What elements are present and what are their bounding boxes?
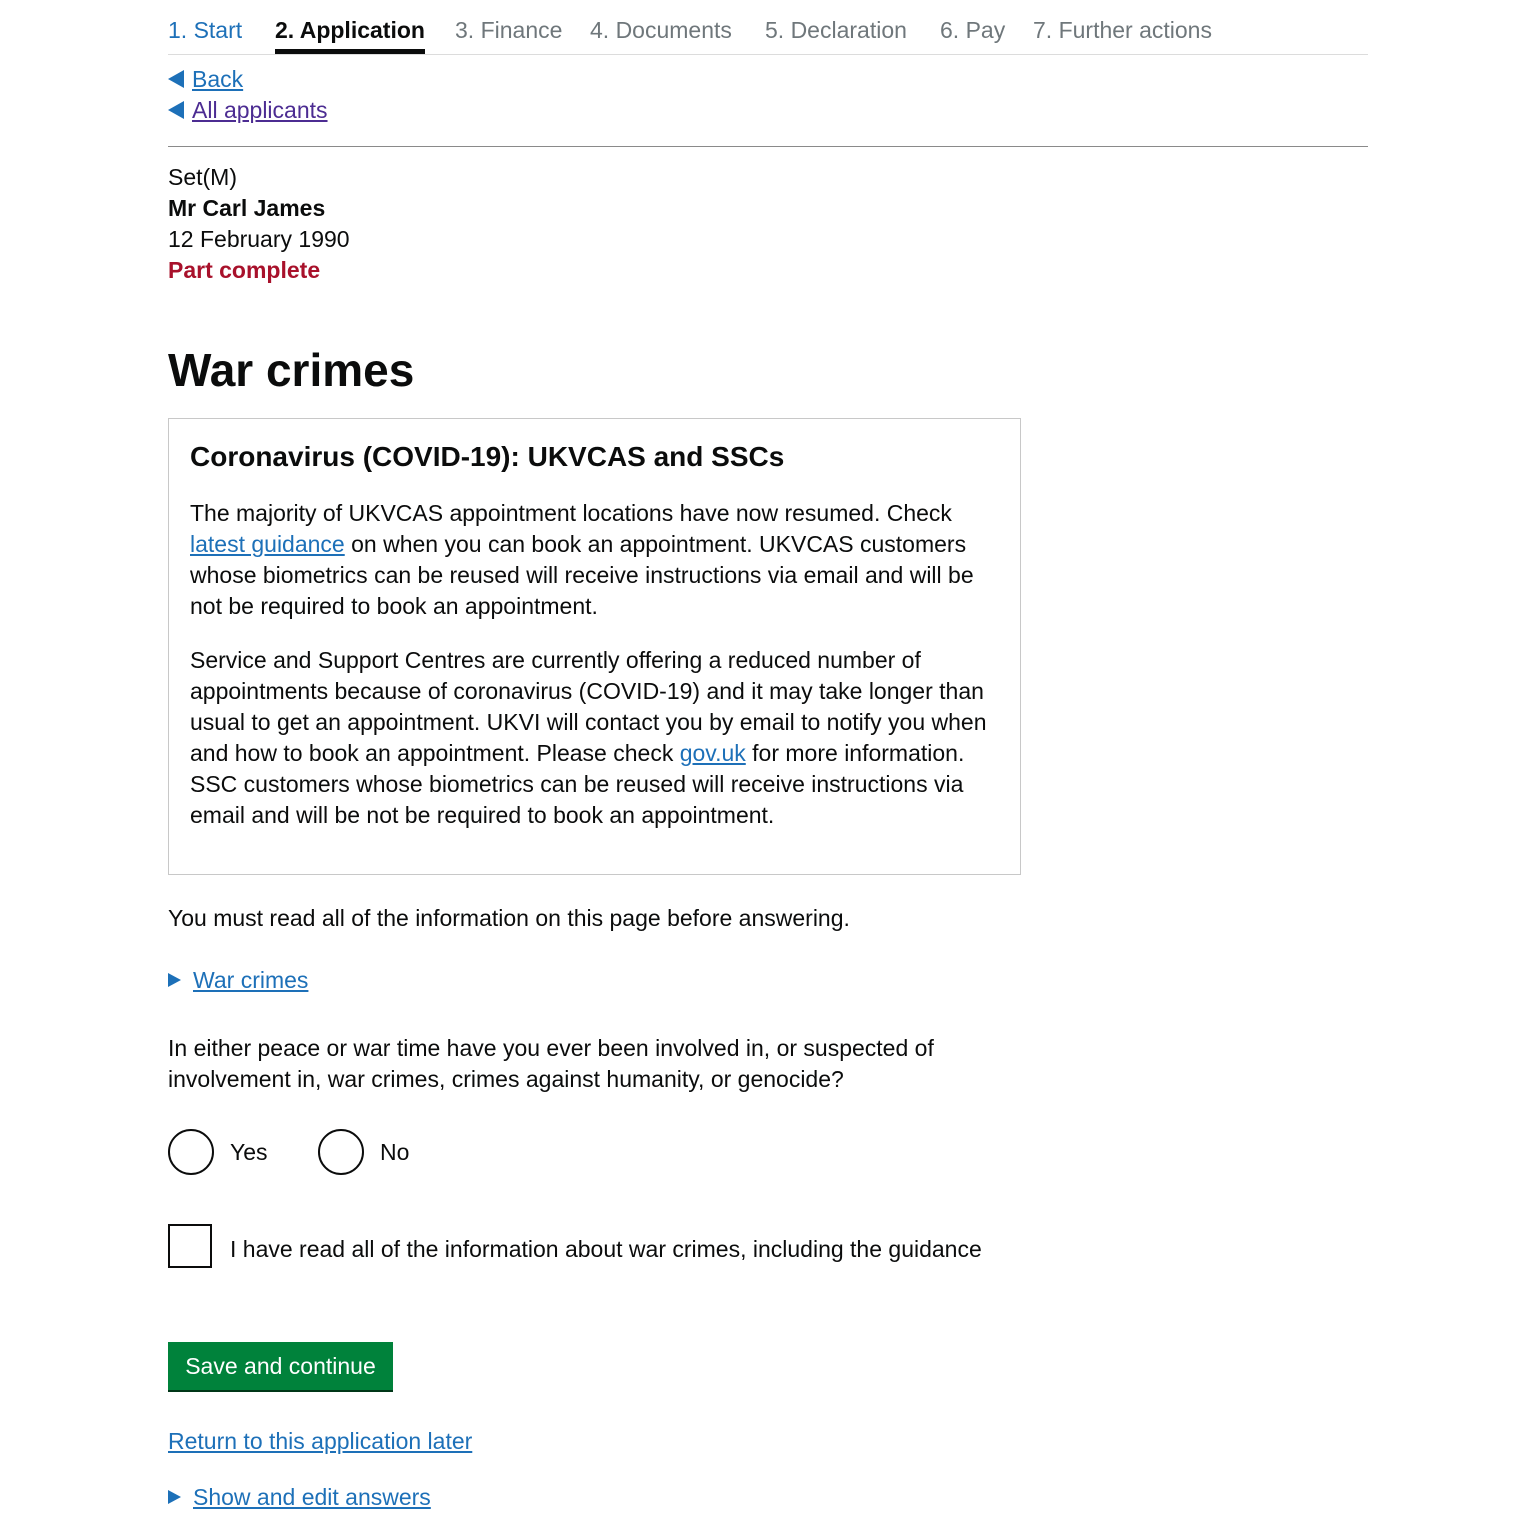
applicant-status: Part complete [168,257,321,283]
show-edit-answers-link[interactable]: Show and edit answers [193,1484,431,1510]
war-crimes-details-link[interactable]: War crimes [193,967,309,993]
step-further-actions: 7. Further actions [1033,17,1212,43]
save-and-continue-button[interactable]: Save and continue [168,1342,393,1390]
notice-title: Coronavirus (COVID-19): UKVCAS and SSCs [190,441,785,472]
radio-yes-label: Yes [230,1139,268,1165]
divider [168,146,1368,147]
back-arrow-icon [168,70,184,88]
step-documents: 4. Documents [590,17,732,43]
radio-no-label: No [380,1139,410,1165]
applicant-name: Mr Carl James [168,195,326,221]
notice-p1-text: The majority of UKVCAS appointment locations have now resumed. Check [190,500,952,526]
back-link[interactable]: Back [192,66,244,92]
all-applicants-link[interactable]: All applicants [192,97,328,123]
applicant-dob: 12 February 1990 [168,226,350,252]
read-info-text: You must read all of the information on this page before answering. [168,905,850,931]
step-application: 2. Application [275,17,425,43]
war-crimes-details[interactable] [168,965,308,996]
radio-no-circle[interactable] [318,1129,364,1175]
back-link-row [168,64,243,94]
notice-p2-text: Service and Support Centres are currently offering a reduced number of appointments because of coronavirus (COVID-19) and it may take longer than usual to get an appointment. UKVI will contact you by email to notify you when and how to book an appointment. Please check [190,647,987,766]
show-answers-details[interactable] [168,1482,431,1513]
expand-arrow-icon [168,1490,181,1504]
step-finance: 3. Finance [455,17,563,43]
notice-p2-text-end: for more information. SSC customers whose biometrics can be reused will receive instructions via email and will be not be required to book an appointment. [190,740,965,828]
back-arrow-icon [168,101,184,119]
checkbox-label: I have read all of the information about war crimes, including the guidance [230,1236,982,1262]
step-pay: 6. Pay [940,17,1006,43]
notice-paragraph-1 [190,498,990,622]
all-applicants-row [168,95,328,125]
step-declaration: 5. Declaration [765,17,907,43]
notice-paragraph-2 [190,645,990,831]
step-navigation [168,0,1368,55]
applicant-summary [168,162,350,286]
radio-yes-circle[interactable] [168,1129,214,1175]
applicant-set: Set(M) [168,164,237,190]
govuk-link[interactable]: gov.uk [679,740,746,766]
question-text: In either peace or war time have you ever been involved in, or suspected of involvement in, war crimes, crimes against humanity, or genocide? [168,1035,934,1092]
return-later-link[interactable]: Return to this application later [168,1428,473,1454]
step-start[interactable]: 1. Start [168,17,243,43]
covid-notice [168,418,1021,875]
expand-arrow-icon [168,973,181,987]
notice-p1-text-end: on when you can book an appointment. UKVCAS customers whose biometrics can be reused will receive instructions via email and will be not be required to book an appointment. [190,531,974,619]
checkbox-box[interactable] [168,1224,212,1268]
latest-guidance-link[interactable]: latest guidance [190,531,345,557]
page-title: War crimes [168,344,415,396]
